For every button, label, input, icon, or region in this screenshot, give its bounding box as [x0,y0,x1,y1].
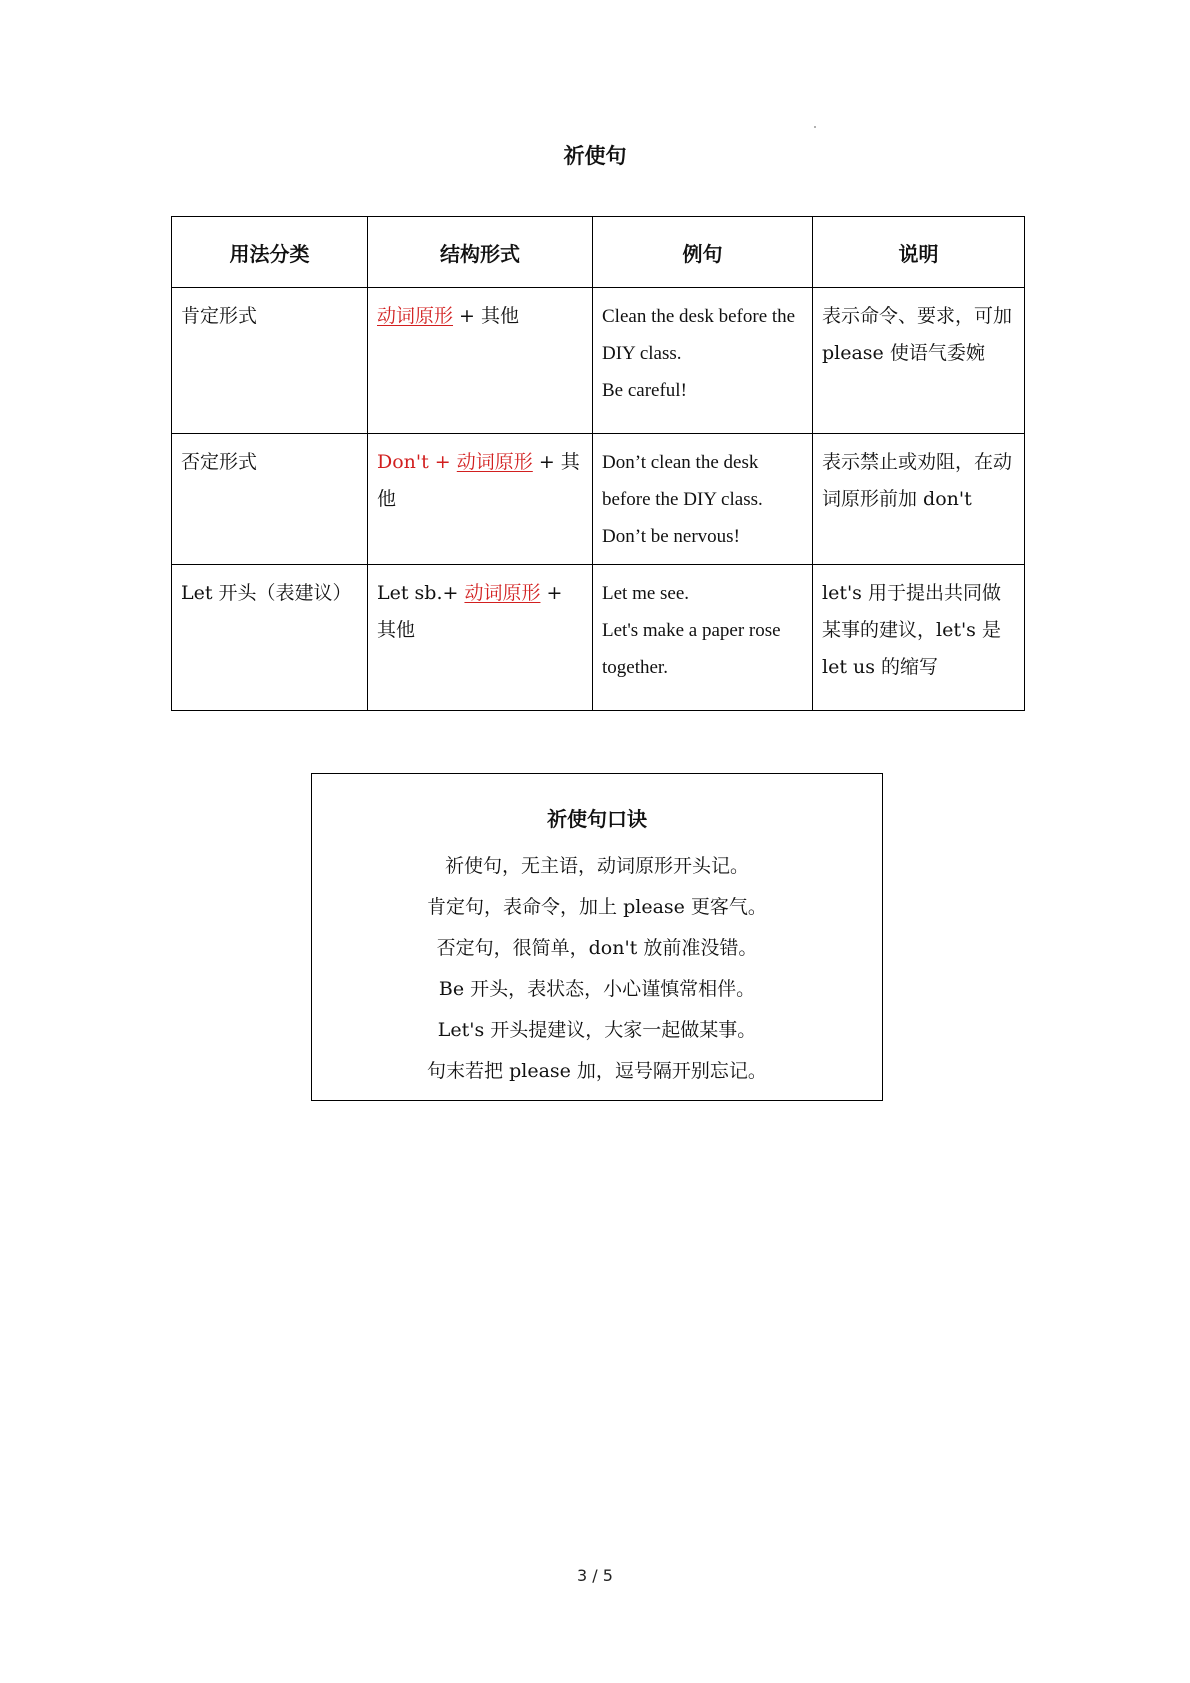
cell-note: 表示禁止或劝阻，在动词原形前加 don't [813,434,1025,565]
rhyme-line: Let's 开头提建议，大家一起做某事。 [437,1019,757,1041]
header-structure: 结构形式 [368,217,593,288]
verb-base-form: 动词原形 [464,582,541,604]
verb-base-form: 动词原形 [377,305,454,327]
cell-structure [368,434,593,565]
cell-structure [368,288,593,434]
rhyme-line: 祈使句，无主语，动词原形开头记。 [444,855,749,877]
table-row [172,288,1025,434]
cell-category: Let 开头（表建议） [172,565,368,711]
cell-note: 表示命令、要求，可加 please 使语气委婉 [813,288,1025,434]
cell-examples [593,434,813,565]
cell-examples [593,288,813,434]
rhyme-line: 句末若把 please 加，逗号隔开别忘记。 [427,1060,767,1082]
cell-structure [368,565,593,711]
cell-category: 否定形式 [172,434,368,565]
rhyme-box [311,773,883,1101]
dont-prefix: Don't + [377,451,457,473]
rhyme-lines [312,846,882,1092]
example-sentence: Clean the desk before the DIY class. [602,306,796,364]
cell-category: 肯定形式 [172,288,368,434]
example-sentence: Don’t be nervous! [602,526,740,547]
example-sentence: Let's make a paper rose together. [602,620,781,678]
verb-base-form: 动词原形 [456,451,533,473]
example-sentence: Don’t clean the desk before the DIY class. [602,452,763,510]
page-title: 祈使句 [563,144,627,168]
table-header-row [172,217,1025,288]
example-sentence: Be careful! [602,380,687,401]
rhyme-line: 否定句，很简单，don't 放前准没错。 [436,937,758,959]
stray-dot [814,126,816,128]
page-number: 3 / 5 [577,1566,613,1585]
cell-examples [593,565,813,711]
let-prefix: Let sb.+ [377,582,465,604]
structure-rest: + 其他 [377,582,563,641]
cell-note: let's 用于提出共同做某事的建议，let's 是 let us 的缩写 [813,565,1025,711]
header-note: 说明 [813,217,1025,288]
imperative-table [171,216,1025,711]
rhyme-line: Be 开头，表状态，小心谨慎常相伴。 [438,978,756,1000]
example-sentence: Let me see. [602,583,690,604]
table-row [172,434,1025,565]
structure-rest: + 其他 [453,305,520,327]
structure-rest: + 其他 [377,451,580,510]
header-category: 用法分类 [172,217,368,288]
rhyme-line: 肯定句，表命令，加上 please 更客气。 [427,896,767,918]
table-row [172,565,1025,711]
header-example: 例句 [593,217,813,288]
rhyme-title: 祈使句口诀 [547,807,647,831]
